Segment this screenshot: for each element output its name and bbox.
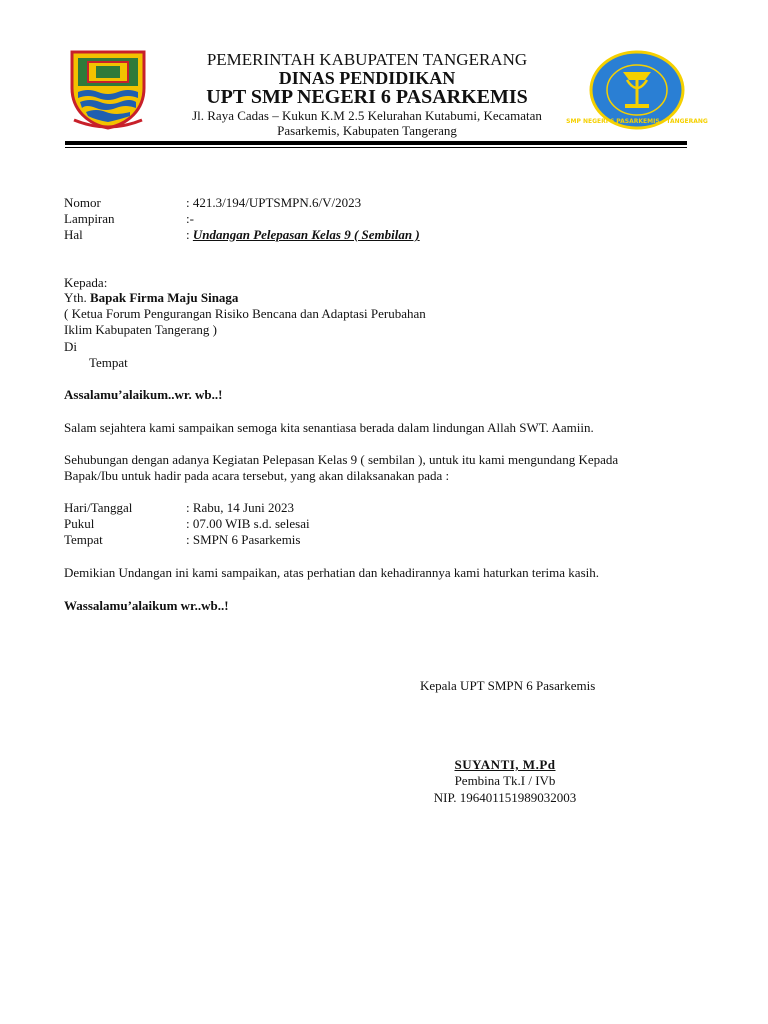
kepada-label: Kepada: (64, 275, 108, 290)
detail-value-time: : 07.00 WIB s.d. selesai (186, 516, 310, 531)
signature-rank: Pembina Tk.I / IVb (454, 773, 556, 788)
smp-negeri-6-logo (566, 50, 708, 130)
lampiran-label: Lampiran (64, 211, 115, 226)
hal-value: Undangan Pelepasan Kelas 9 ( Sembilan ) (192, 227, 420, 242)
right-logo-text: SMP NEGERI 6 PASARKEMIS - TANGERANG (566, 118, 708, 125)
hal-colon: : (186, 227, 193, 242)
recipient-role-2: Iklim Kabupaten Tangerang ) (64, 322, 217, 337)
paragraph-2-line-1: Sehubungan dengan adanya Kegiatan Pelepasan Kelas 9 ( sembilan ), untuk itu kami mengundang Kepada (64, 452, 619, 467)
recipient-name: Bapak Firma Maju Sinaga (90, 290, 239, 305)
signature-title: Kepala UPT SMPN 6 Pasarkemis (420, 678, 596, 693)
hal-label: Hal (64, 227, 83, 242)
detail-label-date: Hari/Tanggal (64, 500, 133, 515)
greeting: Assalamu’alaikum..wr. wb..! (64, 387, 223, 402)
detail-label-place: Tempat (64, 532, 103, 547)
closing-paragraph: Demikian Undangan ini kami sampaikan, atas perhatian dan kehadirannya kami haturkan terima kasih. (64, 565, 599, 580)
detail-value-place: : SMPN 6 Pasarkemis (186, 532, 301, 547)
hal-row (186, 227, 420, 243)
paragraph-2-line-2: Bapak/Ibu untuk hadir pada acara tersebut, yang akan dilaksanakan pada : (64, 468, 450, 483)
nomor-value: : 421.3/194/UPTSMPN.6/V/2023 (186, 195, 362, 210)
paragraph-1: Salam sejahtera kami sampaikan semoga kita senantiasa berada dalam lindungan Allah SWT. Aamiin. (64, 420, 594, 435)
lampiran-value: :- (186, 211, 194, 226)
di-label: Di (64, 339, 77, 354)
detail-label-time: Pukul (64, 516, 95, 531)
farewell: Wassalamu’alaikum wr..wb..! (64, 598, 229, 613)
tempat-label: Tempat (89, 355, 128, 370)
signature-nip: NIP. 196401151989032003 (433, 790, 577, 805)
letterhead-department: DINAS PENDIDIKAN (278, 68, 456, 88)
letterhead-address-1: Jl. Raya Cadas – Kukun K.M 2.5 Kelurahan Kutabumi, Kecamatan (192, 108, 542, 123)
letterhead-rule-thin (65, 147, 687, 148)
recipient-line (64, 290, 238, 306)
recipient-role-1: ( Ketua Forum Pengurangan Risiko Bencana dan Adaptasi Perubahan (64, 306, 426, 321)
detail-value-date: : Rabu, 14 Juni 2023 (186, 500, 294, 515)
yth-prefix: Yth. (64, 290, 90, 305)
letterhead-government: PEMERINTAH KABUPATEN TANGERANG (206, 50, 528, 69)
nomor-label: Nomor (64, 195, 101, 210)
signature-name: SUYANTI, M.Pd (454, 757, 556, 772)
letterhead-school: UPT SMP NEGERI 6 PASARKEMIS (206, 86, 528, 108)
letterhead-rule-thick (65, 141, 687, 145)
kabupaten-tangerang-logo (66, 48, 150, 130)
letterhead-address-2: Pasarkemis, Kabupaten Tangerang (277, 123, 457, 138)
